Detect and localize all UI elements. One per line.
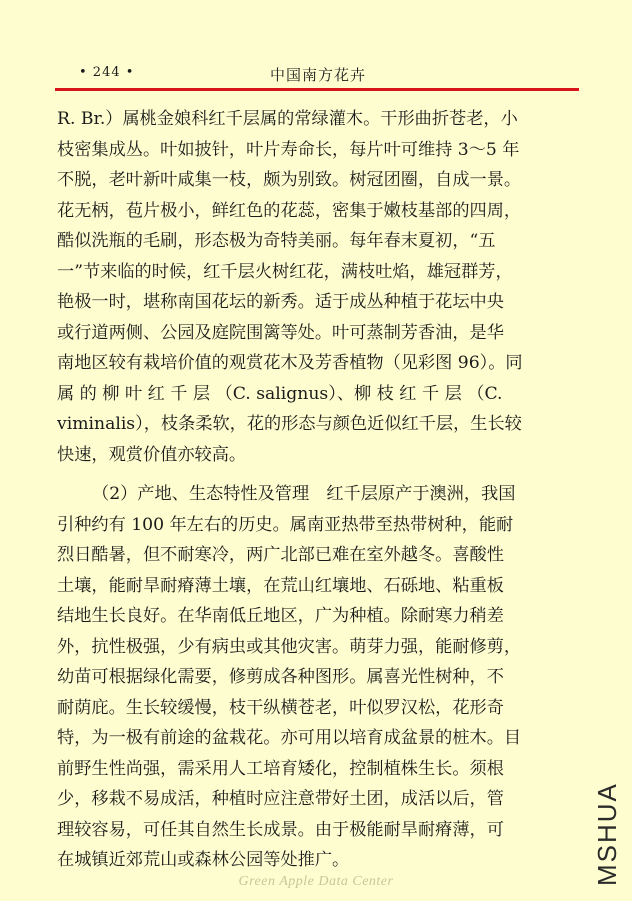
text-line: 土壤，能耐旱耐瘠薄土壤，在荒山红壤地、石砾地、粘重板 [57,575,504,596]
text-line: 属 的 柳 叶 红 千 层 （C. salignus）、柳 枝 红 千 层 （C. [57,383,503,404]
side-watermark: MSHUA [592,782,622,886]
header-rule [55,88,579,91]
text-line: viminalis），枝条柔软，花的形态与颜色近似红千层，生长较 [57,414,522,434]
text-line: 外，抗性极强，少有病虫或其他灾害。萌芽力强，能耐修剪， [57,636,522,657]
text-line: 少，移栽不易成活，种植时应注意带好土团，成活以后，管 [57,789,504,809]
text-line: 一”节来临的时候，红千层火树红花，满枝吐焰，雄冠群芳， [57,261,513,282]
text-line: 在城镇近郊荒山或森林公园等处推广。 [57,850,350,870]
body-text [57,104,579,876]
text-line: 理较容易，可任其自然生长成景。由于极能耐旱耐瘠薄，可 [57,819,504,840]
text-line: 南地区较有栽培价值的观赏花木及芳香植物（见彩图 96）。同 [57,353,523,373]
page-number: • 244 • [79,65,135,80]
page-header [55,63,579,85]
text-line: 或行道两侧、公园及庭院围篱等处。叶可蒸制芳香油，是华 [57,322,504,343]
text-line: 烈日酷暑，但不耐寒冷，两广北部已难在室外越冬。喜酸性 [57,545,504,565]
text-line: R. Br.）属桃金娘科红千层属的常绿灌木。干形曲折苍老，小 [57,109,518,129]
text-line: 特，为一极有前途的盆栽花。亦可用以培育成盆景的桩木。目 [57,728,522,748]
text-line: 枝密集成丛。叶如披针，叶片寿命长，每片叶可维持 3～5 年 [57,139,520,160]
text-line: 花无柄，苞片极小，鲜红色的花蕊，密集于嫩枝基部的四周， [57,200,522,221]
text-line: 前野生性尚强，需采用人工培育矮化，控制植株生长。须根 [57,758,504,779]
text-line: 艳极一时，堪称南国花坛的新秀。适于成丛种植于花坛中央 [57,292,504,312]
text-line: 幼苗可根据绿化需要，修剪成各种图形。属喜光性树种，不 [57,667,504,687]
text-line: 酷似洗瓶的毛刷，形态极为奇特美丽。每年春末夏初，“五 [57,231,496,251]
paragraph [57,479,579,876]
text-line: 结地生长良好。在华南低丘地区，广为种植。除耐寒力稍差 [57,606,504,626]
paragraph [57,104,579,470]
running-title: 中国南方花卉 [270,66,367,84]
text-line: （2）产地、生态特性及管理 红千层原产于澳洲，我国 [92,484,516,504]
bottom-watermark: Green Apple Data Center [238,874,394,889]
text-line: 引种约有 100 年左右的历史。属南亚热带至热带树种，能耐 [57,514,514,535]
text-line: 快速，观赏价值亦较高。 [57,444,247,465]
paragraph-gap [57,470,579,479]
text-line: 耐荫庇。生长较缓慢，枝干纵横苍老，叶似罗汉松，花形奇 [57,697,504,718]
text-line: 不脱，老叶新叶咸集一枝，颇为别致。树冠团圈，自成一景。 [57,170,522,190]
